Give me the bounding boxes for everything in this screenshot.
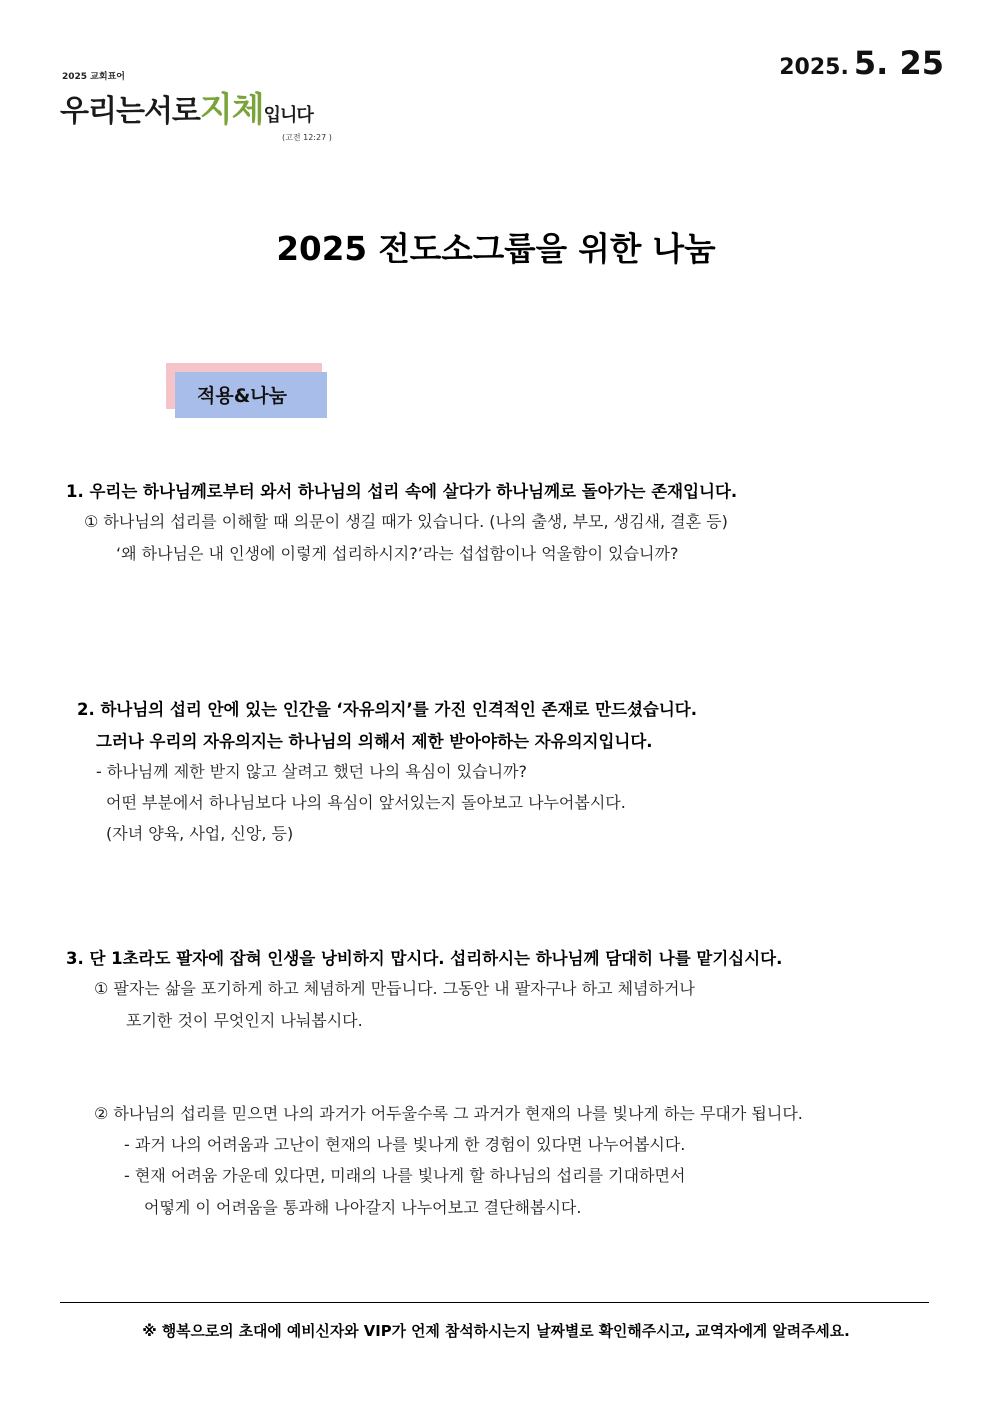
date-year: 2025. bbox=[779, 55, 849, 80]
q2-heading-2: 그러나 우리의 자유의지는 하나님의 의해서 제한 받아야하는 자유의지입니다. bbox=[96, 732, 653, 751]
logo-text-highlight: 지체 bbox=[199, 90, 264, 130]
q1-line-2: ‘왜 하나님은 내 인생에 이렇게 섭리하시지?’라는 섭섭함이나 억울함이 있습니까? bbox=[116, 544, 679, 563]
q2-line-2: 어떤 부분에서 하나님보다 나의 욕심이 앞서있는지 돌아보고 나누어봅시다. bbox=[106, 793, 626, 812]
page-title: 2025 전도소그룹을 위한 나눔 bbox=[276, 230, 716, 268]
q3-p2-line-1: ② 하나님의 섭리를 믿으면 나의 과거가 어두울수록 그 과거가 현재의 나를 빛나게 하는 무대가 됩니다. bbox=[94, 1104, 803, 1123]
date-month-day: 5. 25 bbox=[853, 44, 944, 82]
logo-text-a: 우리는서로 bbox=[60, 94, 200, 129]
q3-p1-line-2: 포기한 것이 무엇인지 나눠봅시다. bbox=[126, 1011, 363, 1030]
q3-p2-line-4: 어떻게 이 어려움을 통과해 나아갈지 나누어보고 결단해봅시다. bbox=[144, 1198, 582, 1217]
q2-line-1: - 하나님께 제한 받지 않고 살려고 했던 나의 욕심이 있습니까? bbox=[96, 762, 527, 781]
q1-heading: 1. 우리는 하나님께로부터 와서 하나님의 섭리 속에 살다가 하나님께로 돌아가는 존재입니다. bbox=[66, 482, 738, 501]
q3-p2-line-3: - 현재 어려움 가운데 있다면, 미래의 나를 빛나게 할 하나님의 섭리를 기대하면서 bbox=[124, 1166, 686, 1185]
logo-motto bbox=[60, 82, 313, 131]
logo-year-label: 2025 교회표어 bbox=[62, 72, 125, 82]
q2-line-3: (자녀 양육, 사업, 신앙, 등) bbox=[106, 824, 294, 843]
section-badge bbox=[166, 363, 328, 419]
section-badge-label: 적용&나눔 bbox=[197, 385, 287, 407]
q3-p1-line-1: ① 팔자는 삶을 포기하게 하고 체념하게 만듭니다. 그동안 내 팔자구나 하고 체념하거나 bbox=[94, 979, 695, 998]
logo-reference: (고전 12:27 ) bbox=[282, 133, 332, 142]
q1-line-1: ① 하나님의 섭리를 이해할 때 의문이 생길 때가 있습니다. (나의 출생, 부모, 생김새, 결혼 등) bbox=[84, 512, 728, 531]
footer-note: ※ 행복으로의 초대에 예비신자와 VIP가 언제 참석하시는지 날짜별로 확인해주시고, 교역자에게 알려주세요. bbox=[142, 1322, 850, 1340]
logo-text-b: 입니다 bbox=[263, 105, 313, 126]
date bbox=[779, 44, 944, 82]
q2-heading-1: 2. 하나님의 섭리 안에 있는 인간을 ‘자유의지’를 가진 인격적인 존재로 만드셨습니다. bbox=[77, 700, 697, 719]
q3-p2-line-2: - 과거 나의 어려움과 고난이 현재의 나를 빛나게 한 경험이 있다면 나누어봅시다. bbox=[124, 1135, 686, 1154]
q3-heading: 3. 단 1초라도 팔자에 잡혀 인생을 낭비하지 맙시다. 섭리하시는 하나님께 담대히 나를 맡기십시다. bbox=[66, 949, 783, 968]
footer-divider bbox=[60, 1302, 929, 1303]
badge-box bbox=[175, 372, 327, 418]
